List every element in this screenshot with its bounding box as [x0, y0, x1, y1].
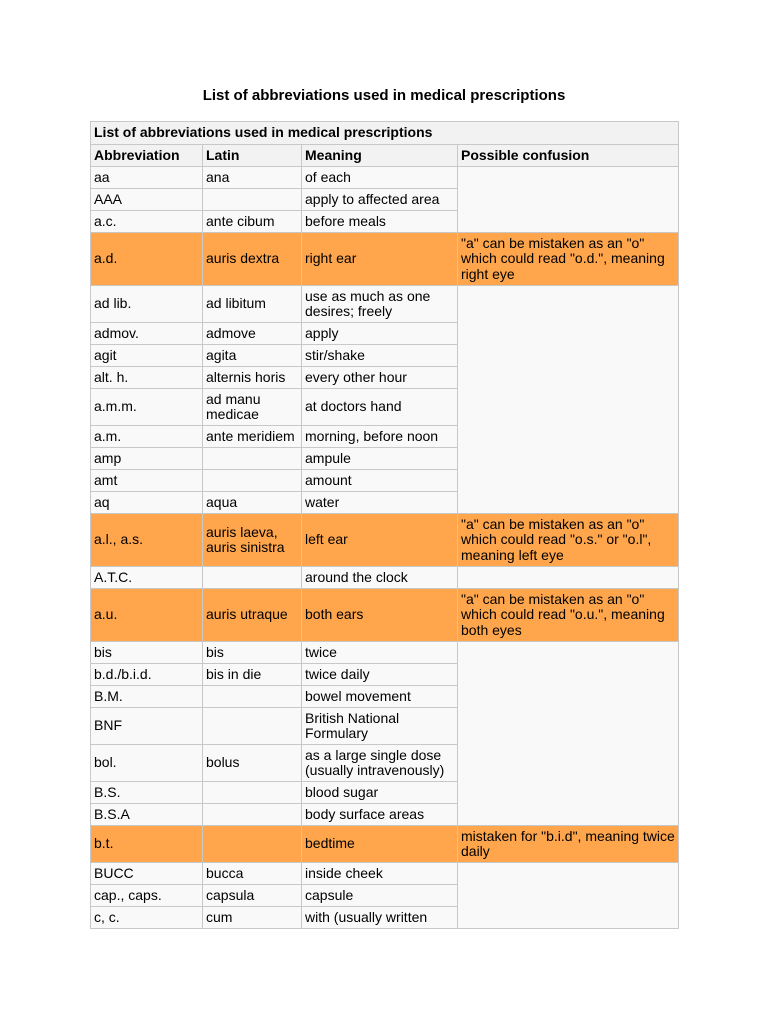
table-row: [91, 286, 679, 323]
confusion-cell-empty: [458, 286, 679, 514]
confusion-cell: "a" can be mistaken as an "o" which could read "o.u.", meaning both eyes: [458, 589, 679, 642]
latin-cell: ad libitum: [203, 286, 302, 323]
column-header-abbreviation: Abbreviation: [91, 145, 203, 167]
table-header-row: [91, 145, 679, 167]
latin-cell: [203, 826, 302, 863]
abbreviation-cell: aa: [91, 167, 203, 189]
latin-cell: [203, 708, 302, 745]
latin-cell: [203, 448, 302, 470]
meaning-cell: with (usually written: [302, 907, 458, 929]
abbreviation-cell: B.M.: [91, 686, 203, 708]
latin-cell: bis: [203, 642, 302, 664]
meaning-cell: of each: [302, 167, 458, 189]
abbreviation-cell: b.t.: [91, 826, 203, 863]
abbreviation-cell: a.l., a.s.: [91, 514, 203, 567]
meaning-cell: right ear: [302, 233, 458, 286]
confusion-cell: mistaken for "b.i.d", meaning twice daily: [458, 826, 679, 863]
meaning-cell: amount: [302, 470, 458, 492]
table-row: [91, 167, 679, 189]
latin-cell: cum: [203, 907, 302, 929]
latin-cell: [203, 782, 302, 804]
meaning-cell: bedtime: [302, 826, 458, 863]
table-caption: List of abbreviations used in medical prescriptions: [91, 122, 679, 145]
meaning-cell: use as much as one desires; freely: [302, 286, 458, 323]
latin-cell: [203, 470, 302, 492]
abbreviation-cell: bol.: [91, 745, 203, 782]
meaning-cell: twice daily: [302, 664, 458, 686]
abbreviation-cell: bis: [91, 642, 203, 664]
meaning-cell: inside cheek: [302, 863, 458, 885]
abbreviation-cell: a.u.: [91, 589, 203, 642]
latin-cell: auris utraque: [203, 589, 302, 642]
latin-cell: ante cibum: [203, 211, 302, 233]
latin-cell: [203, 686, 302, 708]
latin-cell: [203, 189, 302, 211]
confusion-cell: "a" can be mistaken as an "o" which could read "o.s." or "o.l", meaning left eye: [458, 514, 679, 567]
table-row-highlighted: [91, 514, 679, 567]
table-row-highlighted: [91, 589, 679, 642]
meaning-cell: left ear: [302, 514, 458, 567]
meaning-cell: apply to affected area: [302, 189, 458, 211]
abbreviation-cell: agit: [91, 345, 203, 367]
abbreviation-cell: a.c.: [91, 211, 203, 233]
latin-cell: agita: [203, 345, 302, 367]
latin-cell: alternis horis: [203, 367, 302, 389]
meaning-cell: around the clock: [302, 567, 458, 589]
table-row-highlighted: [91, 826, 679, 863]
table-row-highlighted: [91, 233, 679, 286]
meaning-cell: every other hour: [302, 367, 458, 389]
abbreviation-cell: a.d.: [91, 233, 203, 286]
abbreviation-cell: admov.: [91, 323, 203, 345]
latin-cell: [203, 567, 302, 589]
abbreviation-cell: aq: [91, 492, 203, 514]
meaning-cell: before meals: [302, 211, 458, 233]
abbreviation-cell: AAA: [91, 189, 203, 211]
latin-cell: [203, 804, 302, 826]
page-title: List of abbreviations used in medical prescriptions: [202, 87, 566, 104]
latin-cell: auris laeva, auris sinistra: [203, 514, 302, 567]
confusion-cell: "a" can be mistaken as an "o" which could read "o.d.", meaning right eye: [458, 233, 679, 286]
abbreviation-cell: b.d./b.i.d.: [91, 664, 203, 686]
meaning-cell: body surface areas: [302, 804, 458, 826]
meaning-cell: at doctors hand: [302, 389, 458, 426]
latin-cell: bucca: [203, 863, 302, 885]
latin-cell: bolus: [203, 745, 302, 782]
meaning-cell: ampule: [302, 448, 458, 470]
meaning-cell: water: [302, 492, 458, 514]
confusion-cell-empty: [458, 642, 679, 826]
abbreviation-cell: alt. h.: [91, 367, 203, 389]
meaning-cell: twice: [302, 642, 458, 664]
latin-cell: bis in die: [203, 664, 302, 686]
abbreviation-cell: a.m.: [91, 426, 203, 448]
meaning-cell: as a large single dose (usually intravenously): [302, 745, 458, 782]
abbreviation-cell: amt: [91, 470, 203, 492]
latin-cell: capsula: [203, 885, 302, 907]
confusion-cell-empty: [458, 567, 679, 589]
table-row: [91, 863, 679, 885]
meaning-cell: blood sugar: [302, 782, 458, 804]
abbreviation-cell: BUCC: [91, 863, 203, 885]
abbreviation-cell: A.T.C.: [91, 567, 203, 589]
table-caption-row: [91, 122, 679, 145]
column-header-latin: Latin: [203, 145, 302, 167]
abbreviation-cell: ad lib.: [91, 286, 203, 323]
abbreviation-cell: B.S.A: [91, 804, 203, 826]
meaning-cell: apply: [302, 323, 458, 345]
meaning-cell: both ears: [302, 589, 458, 642]
abbreviation-cell: cap., caps.: [91, 885, 203, 907]
abbreviation-cell: B.S.: [91, 782, 203, 804]
meaning-cell: morning, before noon: [302, 426, 458, 448]
abbreviation-cell: BNF: [91, 708, 203, 745]
column-header-meaning: Meaning: [302, 145, 458, 167]
confusion-cell-empty: [458, 167, 679, 233]
abbreviation-cell: c, c.: [91, 907, 203, 929]
abbreviations-table: [90, 121, 679, 929]
meaning-cell: bowel movement: [302, 686, 458, 708]
meaning-cell: stir/shake: [302, 345, 458, 367]
latin-cell: admove: [203, 323, 302, 345]
latin-cell: ante meridiem: [203, 426, 302, 448]
latin-cell: ana: [203, 167, 302, 189]
abbreviation-cell: amp: [91, 448, 203, 470]
meaning-cell: British National Formulary: [302, 708, 458, 745]
column-header-confusion: Possible confusion: [458, 145, 679, 167]
latin-cell: ad manu medicae: [203, 389, 302, 426]
abbreviation-cell: a.m.m.: [91, 389, 203, 426]
table-row: [91, 567, 679, 589]
latin-cell: auris dextra: [203, 233, 302, 286]
table-row: [91, 642, 679, 664]
meaning-cell: capsule: [302, 885, 458, 907]
confusion-cell-empty: [458, 863, 679, 929]
latin-cell: aqua: [203, 492, 302, 514]
